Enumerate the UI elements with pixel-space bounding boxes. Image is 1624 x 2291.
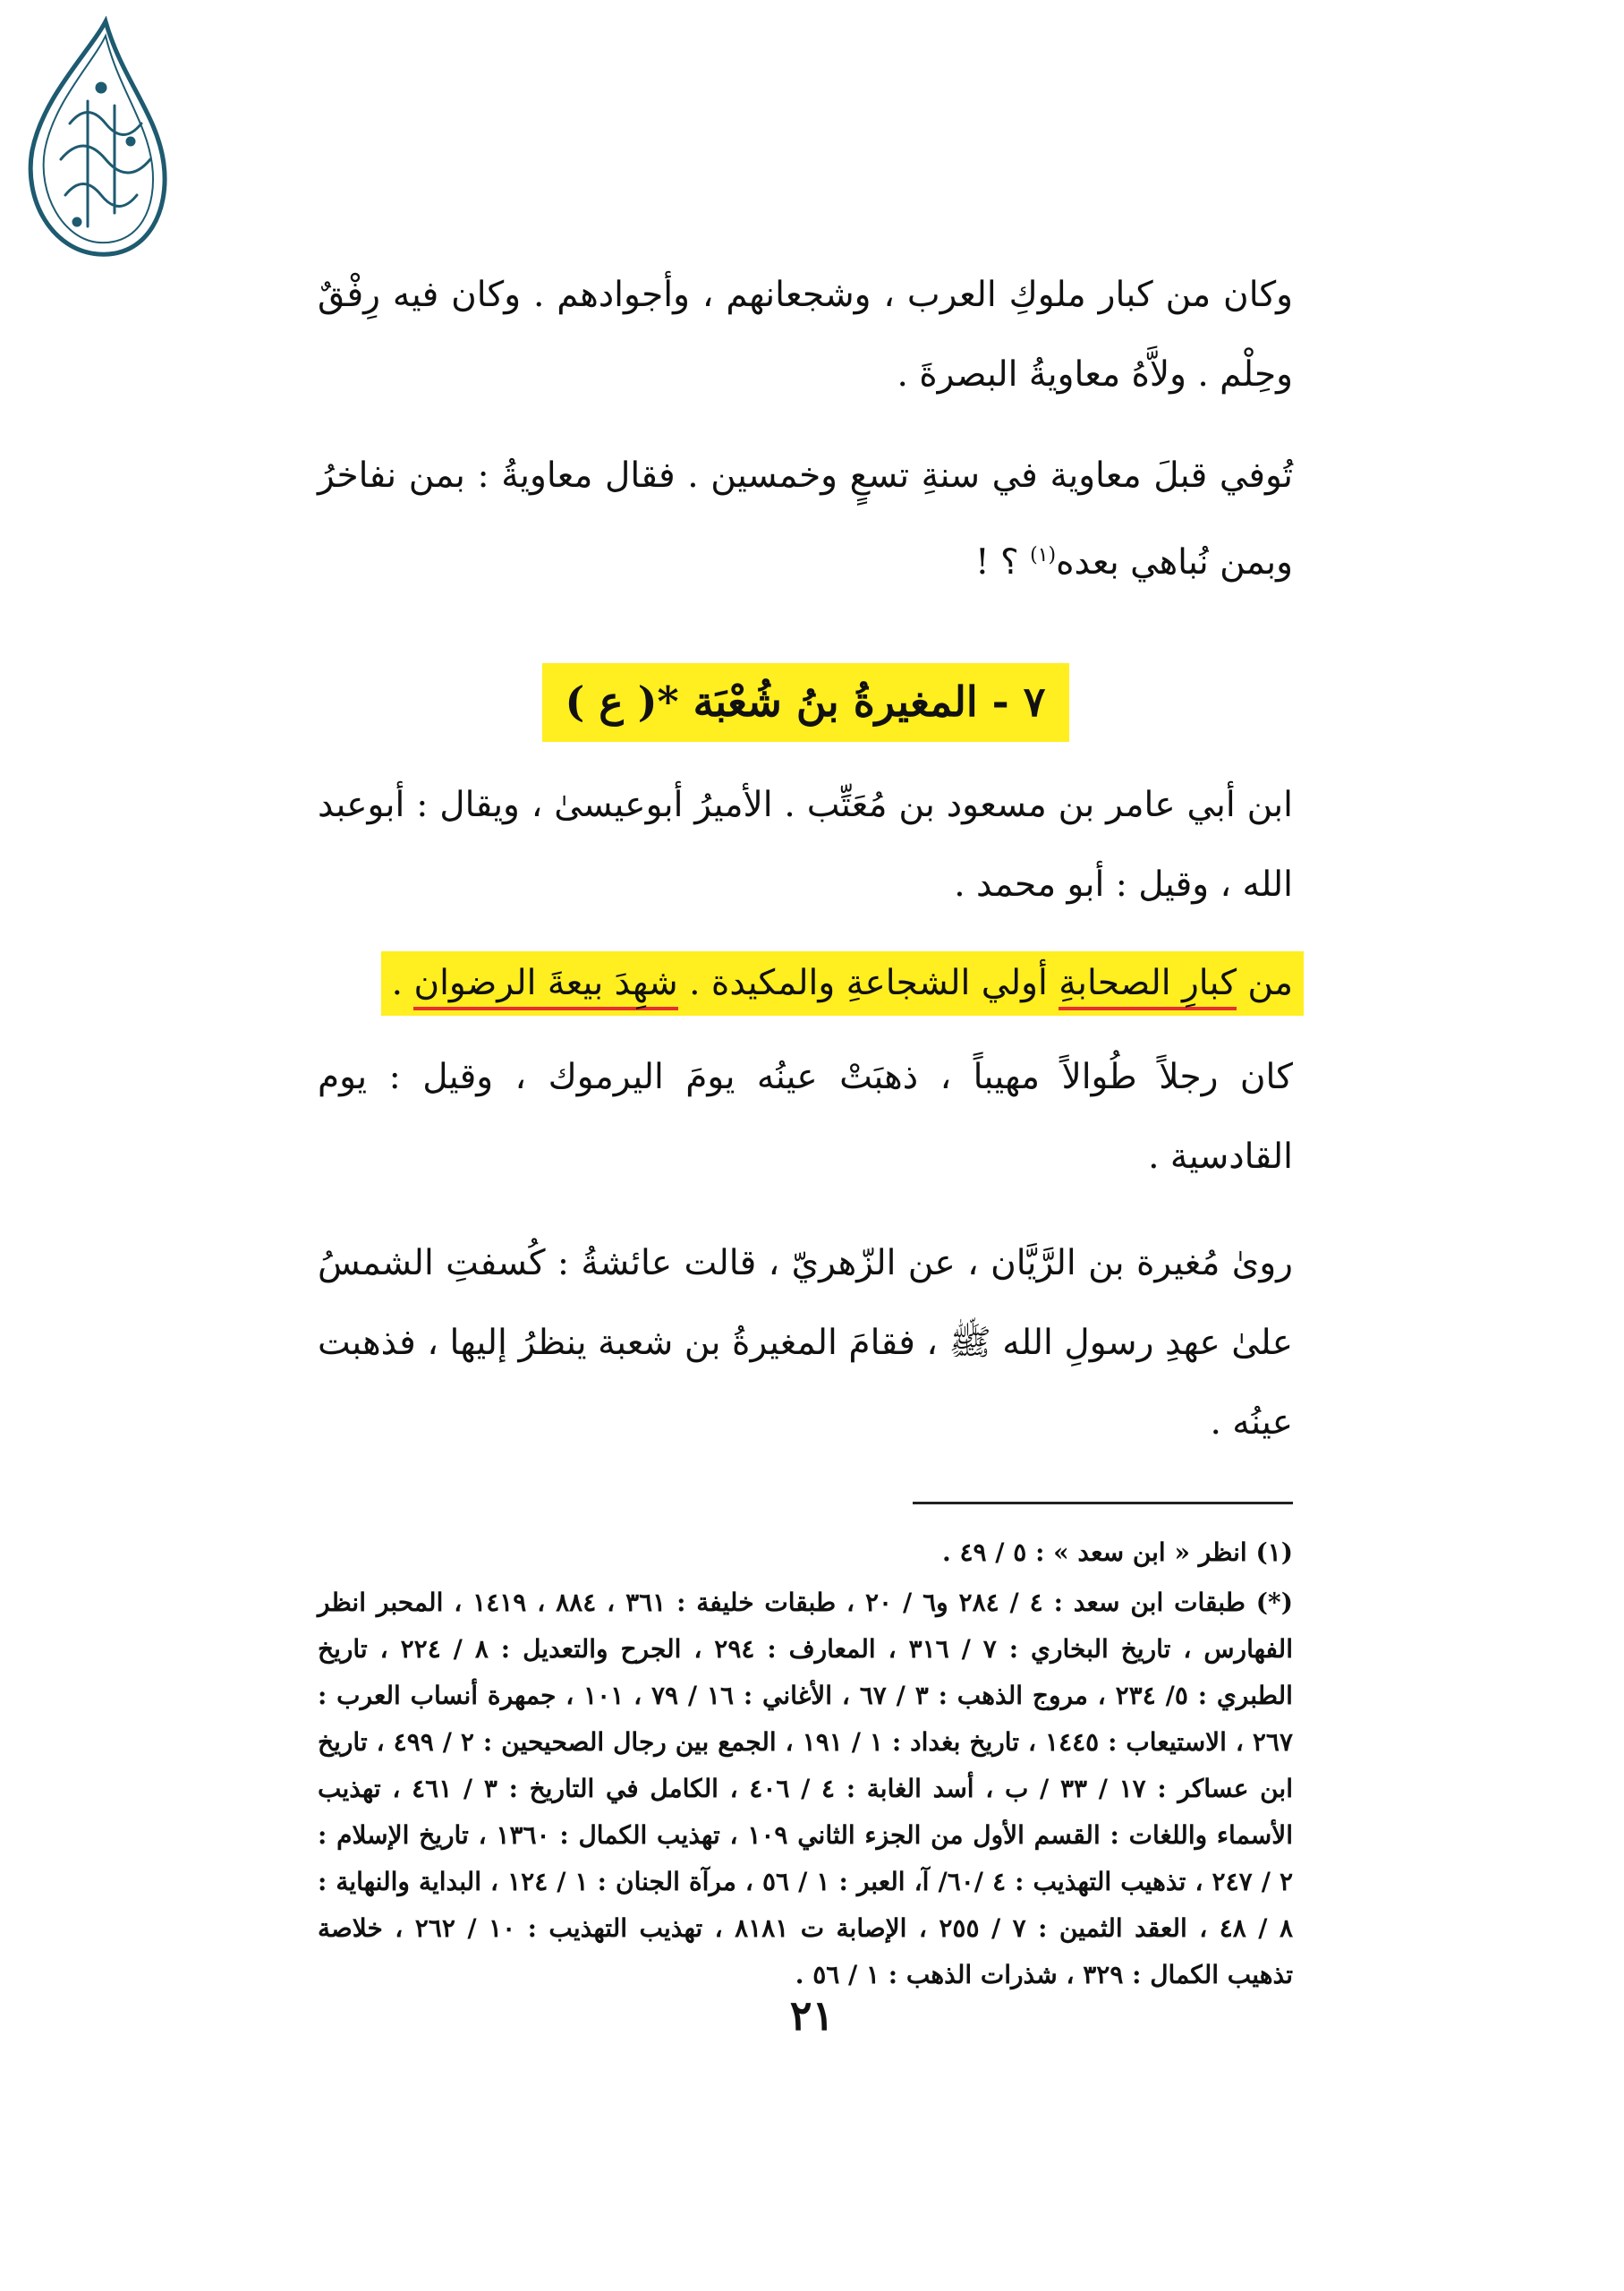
paragraph-eclipse: روىٰ مُغيرة بن الرَّيَّان ، عن الزّهريّ ، قالت عائشةُ : كُسفتِ الشمسُ علىٰ عهدِ رسولِ الله ﷺ ، فقامَ المغيرةُ بن شعبة ينظرُ إليها ، فذهبت عينُه .: [318, 1243, 1293, 1443]
page-number: ٢١: [789, 1991, 835, 2040]
paragraph-kings: وكان من كبار ملوكِ العرب ، وشجعانهم ، وأجوادهم . وكان فيه رِفْقٌ وحِلْم . ولاَّهُ معاويةُ البصرةَ .: [318, 275, 1293, 395]
underline-ridwan-pledge: شهِدَ بيعةَ الرضوان: [413, 963, 677, 1010]
footnote-ref: (١): [1030, 544, 1057, 566]
paragraph-lineage: ابن أبي عامر بن مسعود بن مُعَتِّب . الأميرُ أبوعيسىٰ ، ويقال : أبوعبد الله ، وقيل : أبو محمد .: [318, 785, 1293, 905]
paragraph-death-text: تُوفي قبلَ معاوية في سنةِ تسعٍ وخمسين . فقال معاويةُ : بمن نفاخرُ وبمن نُباهي بعده: [318, 456, 1293, 583]
paragraph-death-end: ؟ !: [974, 542, 1031, 583]
paragraph-eye: كان رجلاً طُوالاً مهيباً ، ذهبَتْ عينُه يومَ اليرموك ، وقيل : يوم القادسية .: [318, 1057, 1293, 1177]
highlight-post: .: [391, 963, 414, 1003]
section-heading: ٧ - المغيرةُ بنُ شُعْبَة *( ع ): [542, 663, 1069, 742]
highlight-mid: أولي الشجاعةِ والمكيدة .: [677, 963, 1059, 1003]
underline-senior-companions: كبارِ الصحابةِ: [1059, 963, 1237, 1010]
highlight-pre: من: [1237, 963, 1293, 1003]
footnote-1: (١) انظر « ابن سعد » : ٥ / ٤٩ .: [941, 1537, 1293, 1567]
page-body: [318, 255, 1293, 1998]
footnotes: [318, 1529, 1293, 1998]
paragraph-death: [318, 436, 1293, 602]
highlighted-line: [318, 951, 1293, 1016]
watermark-logo: [16, 16, 173, 262]
footnote-star: (*) طبقات ابن سعد : ٤ / ٢٨٤ و٦ / ٢٠ ، طبقات خليفة : ٣٦١ ، ٨٨٤ ، ١٤١٩ ، المحبر انظر الفهارس ، تاريخ البخاري : ٧ / ٣١٦ ، المعارف : ٢٩٤ ، الجرح والتعديل : ٨ / ٢٢٤ ، تاريخ الطبري : ٥/ ٢٣٤ ، مروج الذهب : ٣ / ٦٧ ، الأغاني : ١٦ / ٧٩ ، ١٠١ ، جمهرة أنساب العرب : ٢٦٧ ، الاستيعاب : ١٤٤٥ ، تاريخ بغداد : ١ / ١٩١ ، الجمع بين رجال الصحيحين : ٢ / ٤٩٩ ، تاريخ ابن عساكر : ١٧ / ٣٣ / ب ، أسد الغابة : ٤ / ٤٠٦ ، الكامل في التاريخ : ٣ / ٤٦١ ، تهذيب الأسماء واللغات : القسم الأول من الجزء الثاني ١٠٩ ، تهذيب الكمال : ١٣٦٠ ، تاريخ الإسلام : ٢ / ٢٤٧ ، تذهيب التهذيب : ٤ /٦٠/ آ، العبر : ١ / ٥٦ ، مرآة الجنان : ١ / ١٢٤ ، البداية والنهاية : ٨ / ٤٨ ، العقد الثمين : ٧ / ٢٥٥ ، الإصابة ت ٨١٨١ ، تهذيب التهذيب : ١٠ / ٢٦٢ ، خلاصة تذهيب الكمال : ٣٢٩ ، شذرات الذهب : ١ / ٥٦ .: [318, 1588, 1294, 1989]
footnote-divider: [913, 1502, 1293, 1504]
calligraphy-emblem-icon: [16, 16, 173, 262]
highlight-box: [381, 951, 1304, 1016]
